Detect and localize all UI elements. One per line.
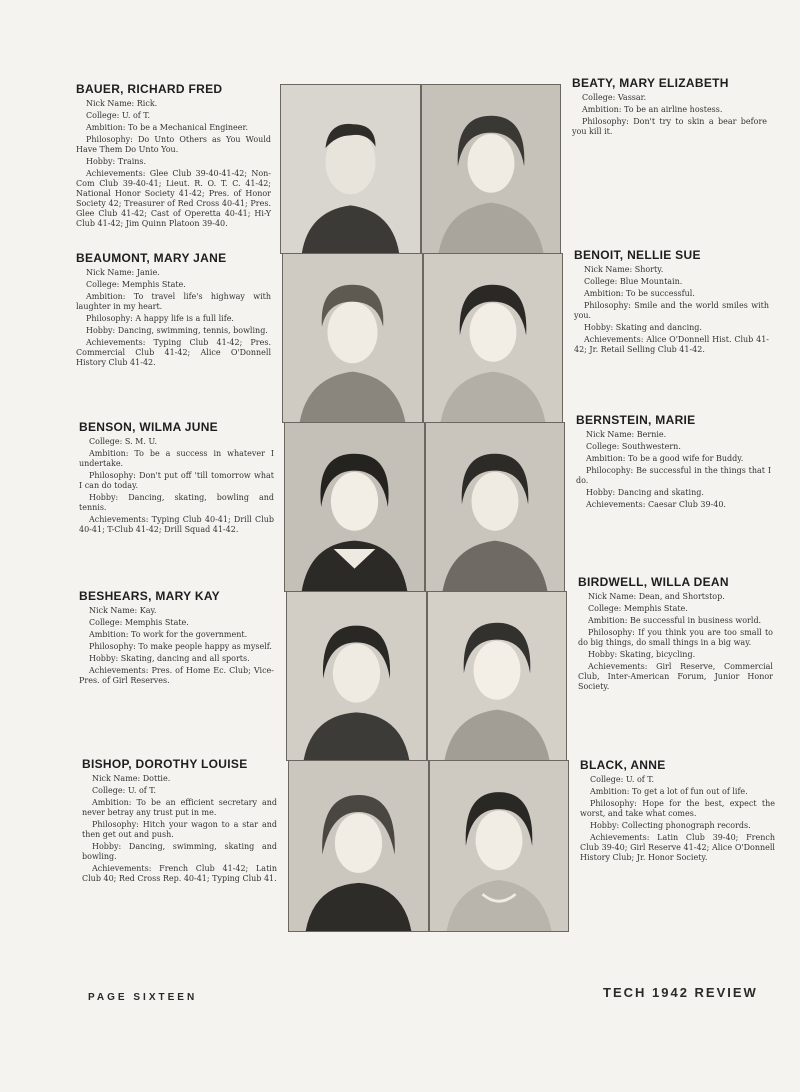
bio-line: College: U. of T. <box>92 786 156 795</box>
bio-line: Achievements: Typing Club 40-41; Drill Club 40-41; T-Club 41-42; Drill Squad 41-42. <box>79 515 274 534</box>
student-name: BERNSTEIN, MARIE <box>576 413 696 427</box>
bio-line: Philosophy: Hope for the best, expect the worst, and take what comes. <box>580 799 775 818</box>
bio-line: Achievements: Glee Club 39-40-41-42; Non-Com Club 39-40-41; Lieut. R. O. T. C. 41-42; National Honor Society 41-42; Pres. of Honor Society 42; Treasurer of Red Cross 40-41; Pres. Glee Club 41-42; Cast of Operetta 40-41; Hi-Y Club 41-42; Jim Quinn Platoon 39-40. <box>76 169 271 228</box>
bio-line: Ambition: Be successful in business world. <box>588 616 762 625</box>
bio-line: College: Blue Mountain. <box>584 277 683 286</box>
student-name: BENOIT, NELLIE SUE <box>574 248 701 262</box>
bio-line: College: Vassar. <box>582 93 647 102</box>
bio-line: Ambition: To be a good wife for Buddy. <box>586 454 744 463</box>
bio-line: Nick Name: Bernie. <box>586 430 667 439</box>
bio-line: Achievements: Alice O'Donnell Hist. Club 41-42; Jr. Retail Selling Club 41-42. <box>574 335 769 354</box>
bio-line: College: U. of T. <box>86 111 150 120</box>
bio-line: Nick Name: Kay. <box>89 606 157 615</box>
portrait-photo <box>425 422 565 592</box>
bio-line: College: Memphis State. <box>86 280 186 289</box>
bio-line: Hobby: Trains. <box>86 157 147 166</box>
bio-line: Philosophy: To make people happy as myself. <box>89 642 272 651</box>
bio-line: College: Memphis State. <box>588 604 688 613</box>
page-number-label: PAGE SIXTEEN <box>88 992 198 1003</box>
bio-line: Hobby: Dancing, swimming, skating and bowling. <box>82 842 277 861</box>
student-name: BAUER, RICHARD FRED <box>76 82 223 96</box>
portrait-photo <box>429 760 569 932</box>
student-name: BISHOP, DOROTHY LOUISE <box>82 757 248 771</box>
senior-entry <box>578 575 773 694</box>
student-name: BENSON, WILMA JUNE <box>79 420 218 434</box>
bio-line: Hobby: Dancing, swimming, tennis, bowling. <box>86 326 268 335</box>
bio-line: Ambition: To be successful. <box>584 289 695 298</box>
bio-line: Ambition: To be an airline hostess. <box>582 105 723 114</box>
portrait-photo <box>286 591 427 761</box>
senior-entry <box>76 82 271 231</box>
bio-line: Hobby: Skating and dancing. <box>584 323 702 332</box>
bio-line: Philosophy: Do Unto Others as You Would Have Them Do Unto You. <box>76 135 271 154</box>
bio-line: Nick Name: Dottie. <box>92 774 171 783</box>
bio-line: Nick Name: Rick. <box>86 99 158 108</box>
bio-line: Hobby: Collecting phonograph records. <box>590 821 751 830</box>
senior-entry <box>79 420 274 537</box>
senior-entry <box>82 757 277 886</box>
bio-line: Philosophy: Don't try to skin a bear before you kill it. <box>572 117 767 136</box>
bio-line: Achievements: Girl Reserve, Commercial Club, Inter-American Forum, Junior Honor Society. <box>578 662 773 691</box>
senior-entry <box>580 758 775 865</box>
bio-line: Ambition: To be a Mechanical Engineer. <box>86 123 248 132</box>
bio-line: Hobby: Dancing, skating, bowling and tennis. <box>79 493 274 512</box>
bio-line: Nick Name: Janie. <box>86 268 160 277</box>
portrait-photo <box>288 760 429 932</box>
senior-entry <box>576 413 771 512</box>
bio-line: College: S. M. U. <box>89 437 157 446</box>
bio-line: Nick Name: Shorty. <box>584 265 664 274</box>
bio-line: Philosophy: If you think you are too small to do big things, do small things in a big way. <box>578 628 773 647</box>
bio-line: Nick Name: Dean, and Shortstop. <box>588 592 725 601</box>
bio-line: Philosophy: Smile and the world smiles with you. <box>574 301 769 320</box>
portrait-photo <box>282 253 423 423</box>
bio-line: Philosophy: Don't put off 'till tomorrow what I can do today. <box>79 471 274 490</box>
bio-line: Ambition: To travel life's highway with laughter in my heart. <box>76 292 271 311</box>
bio-line: College: Memphis State. <box>89 618 189 627</box>
student-name: BEAUMONT, MARY JANE <box>76 251 227 265</box>
bio-line: Philosophy: A happy life is a full life. <box>86 314 234 323</box>
bio-line: Achievements: Pres. of Home Ec. Club; Vice-Pres. of Girl Reserves. <box>79 666 274 685</box>
publication-title: TECH 1942 REVIEW <box>603 985 758 1000</box>
portrait-photo <box>284 422 425 592</box>
bio-line: Ambition: To get a lot of fun out of life. <box>590 787 748 796</box>
portrait-photo <box>427 591 567 761</box>
senior-entry <box>572 76 767 139</box>
senior-entry <box>574 248 769 357</box>
bio-line: Achievements: Typing Club 41-42; Pres. Commercial Club 41-42; Alice O'Donnell History Club 41-42. <box>76 338 271 367</box>
bio-line: Ambition: To be a success in whatever I undertake. <box>79 449 274 468</box>
bio-line: Hobby: Skating, bicycling. <box>588 650 696 659</box>
bio-line: Achievements: Latin Club 39-40; French Club 39-40; Girl Reserve 41-42; Alice O'Donnell History Club; Jr. Honor Society. <box>580 833 775 862</box>
portrait-photo <box>280 84 421 254</box>
bio-line: Philosophy: Hitch your wagon to a star and then get out and push. <box>82 820 277 839</box>
bio-line: Hobby: Skating, dancing and all sports. <box>89 654 250 663</box>
portrait-photo <box>421 84 561 254</box>
senior-entry <box>79 589 274 688</box>
bio-line: Ambition: To work for the government. <box>89 630 248 639</box>
senior-entry <box>76 251 271 370</box>
bio-line: Ambition: To be an efficient secretary and never betray any trust put in me. <box>82 798 277 817</box>
bio-line: College: Southwestern. <box>586 442 681 451</box>
portrait-photo <box>423 253 563 423</box>
bio-line: College: U. of T. <box>590 775 654 784</box>
bio-line: Achievements: French Club 41-42; Latin Club 40; Red Cross Rep. 40-41; Typing Club 41. <box>82 864 277 883</box>
student-name: BESHEARS, MARY KAY <box>79 589 220 603</box>
student-name: BIRDWELL, WILLA DEAN <box>578 575 729 589</box>
student-name: BEATY, MARY ELIZABETH <box>572 76 729 90</box>
bio-line: Philocophy: Be successful in the things that I do. <box>576 466 771 485</box>
bio-line: Achievements: Caesar Club 39-40. <box>586 500 726 509</box>
bio-line: Hobby: Dancing and skating. <box>586 488 704 497</box>
student-name: BLACK, ANNE <box>580 758 666 772</box>
